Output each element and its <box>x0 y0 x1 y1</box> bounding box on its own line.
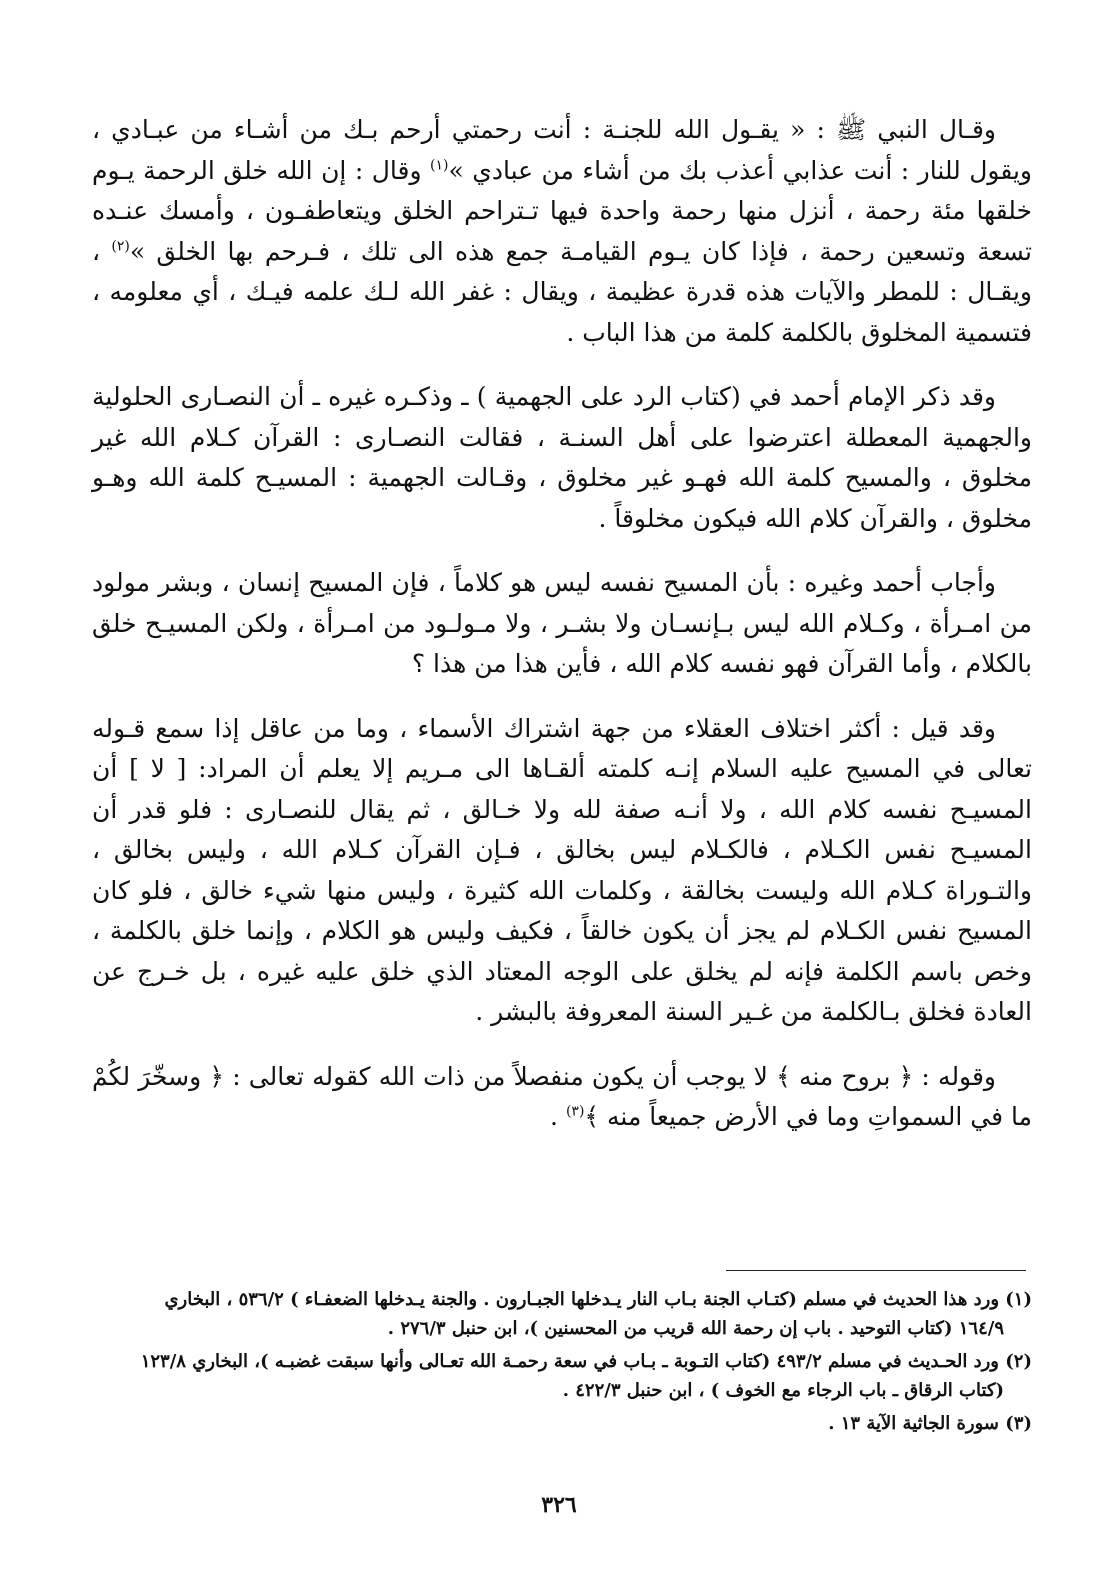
footnote-marker-3: (٣) <box>565 1103 585 1120</box>
paragraph-1 <box>92 110 1032 353</box>
footnotes <box>92 1285 1032 1442</box>
footnote-1-line-1: (١) ورد هذا الحديث في مسلم (كتـاب الجنة بـاب النار يـدخلها الجبـارون . والجنة يـدخلها الضعفـاء ) ٥٣٦/٢ ، البخاري <box>164 1289 1032 1310</box>
footnote-separator <box>726 1270 1026 1271</box>
paragraph-1-part-3: وقال : إن الله خلق الرحمة يـوم خلقها مئة رحمة ، أنزل منها رحمة واحدة فيها تـتراحم الخلق ويتعاطفـون ، وأمسك عنـده تسعة وتسعين رحمة ، فإذا كان يـوم القيامـة جمع هذه الى تلك ، فـرحم بها الخلق » <box>92 155 1032 266</box>
paragraph-3: وأجاب أحمد وغيره : بأن المسيح نفسه ليس هو كلاماً ، فإن المسيح إنسان ، وبشر مولود من امـرأة ، وكـلام الله ليس بـإنسـان ولا بشـر ، ولا مـولـود من امـرأة ، ولكن المسيـح خلق بالكلام ، وأما القرآن فهو نفسه كلام الله ، فأين هذا من هذا ؟ <box>92 568 1032 678</box>
paragraph-4: وقد قيل : أكثر اختلاف العقلاء من جهة اشتراك الأسماء ، وما من عاقل إذا سمع قـوله تعالى في المسيح عليه السلام إنـه كلمته ألقـاها الى مـريم إلا يعلم أن المراد: [ لا ] أن المسيـح نفسه كلام الله ، ولا أنـه صفة لله ولا خـالق ، ثم يقال للنصـارى : فلو قدر أن المسيـح نفس الكـلام ، فالكـلام ليس بخالق ، فـإن القرآن كـلام الله ، وليس بخالق ، والتـوراة كـلام الله وليست بخالقة ، وكلمات الله كثيرة ، وليس منها شيء خالق ، فلو كان المسيح نفس الكـلام لم يجز أن يكون خالقاً ، فكيف وليس هو الكلام ، وإنما خلق بالكلمة ، وخص باسم الكلمة فإنه لم يخلق على الوجه المعتاد الذي خلق عليه غيره ، بل خـرج عن العادة فخلق بـالكلمة من غـير السنة المعروفة بالبشر . <box>92 713 1032 1026</box>
paragraph-2: وقد ذكر الإمام أحمد في (كتاب الرد على الجهمية ) ـ وذكـره غيره ـ أن النصـارى الحلولية والجهمية المعطلة اعترضوا على أهل السنـة ، فقالت النصـارى : القرآن كـلام الله غير مخلوق ، والمسيح كلمة الله فهـو غير مخلوق ، وقـالت الجهمية : المسيـح كلمة الله وهـو مخلوق ، والقرآن كلام الله فيكون مخلوقاً . <box>92 382 1032 533</box>
footnote-2-line-2: (كتاب الرقاق ـ باب الرجاء مع الخوف ) ، ابن حنبل ٤٢٢/٣ . <box>562 1380 1004 1401</box>
main-text <box>92 110 1032 1162</box>
page-number: ٣٢٦ <box>541 1492 577 1518</box>
footnote-marker-1: (١) <box>430 157 449 174</box>
footnote-marker-2: (٢) <box>111 238 130 255</box>
paragraph-5-end: . <box>550 1102 566 1131</box>
footnote-2 <box>92 1347 1032 1405</box>
footnote-3-line-1: (٣) سورة الجاثية الآية ١٣ . <box>828 1413 1032 1434</box>
paragraph-5-text: وقوله : ﴿ بروح منه ﴾ لا يوجب أن يكون منفصلاً من ذات الله كقوله تعالى : ﴿ وسخّرَ لكُمْ ما في السمواتِ وما في الأرض جميعاً منه ﴾ <box>92 1061 1032 1131</box>
paragraph-1-part-1: وقـال النبي ﷺ : « يقـول الله للجنـة : أنت رحمتي أرحم بـك من أشـاء من عبـادي ، <box>92 115 996 144</box>
paragraph-5 <box>92 1057 1032 1138</box>
paragraph-1-part-4: ، ويقـال : للمطر والآيات هذه قدرة عظيمة ، ويقال : غفر الله لـك علمه فيـك ، أي معلومه ، فتسمية المخلوق بالكلمة كلمة من هذا الباب . <box>92 236 1032 347</box>
paragraph-1-part-2: ويقول للنار : أنت عذابي أعذب بك من أشاء من عبادي » <box>448 155 1033 185</box>
footnote-1 <box>92 1285 1032 1343</box>
footnote-2-line-1: (٢) ورد الحـديث في مسلم ٤٩٣/٢ (كتاب التـوبة ـ بـاب في سعة رحمـة الله تعـالى وأنها سبقت غضبـه )، البخاري ١٢٣/٨ <box>140 1351 1032 1372</box>
footnote-1-line-2: ١٦٤/٩ (كتاب التوحيد . باب إن رحمة الله قريب من المحسنين )، ابن حنبل ٢٧٦/٣ . <box>387 1318 1004 1339</box>
footnote-3 <box>92 1409 1032 1438</box>
